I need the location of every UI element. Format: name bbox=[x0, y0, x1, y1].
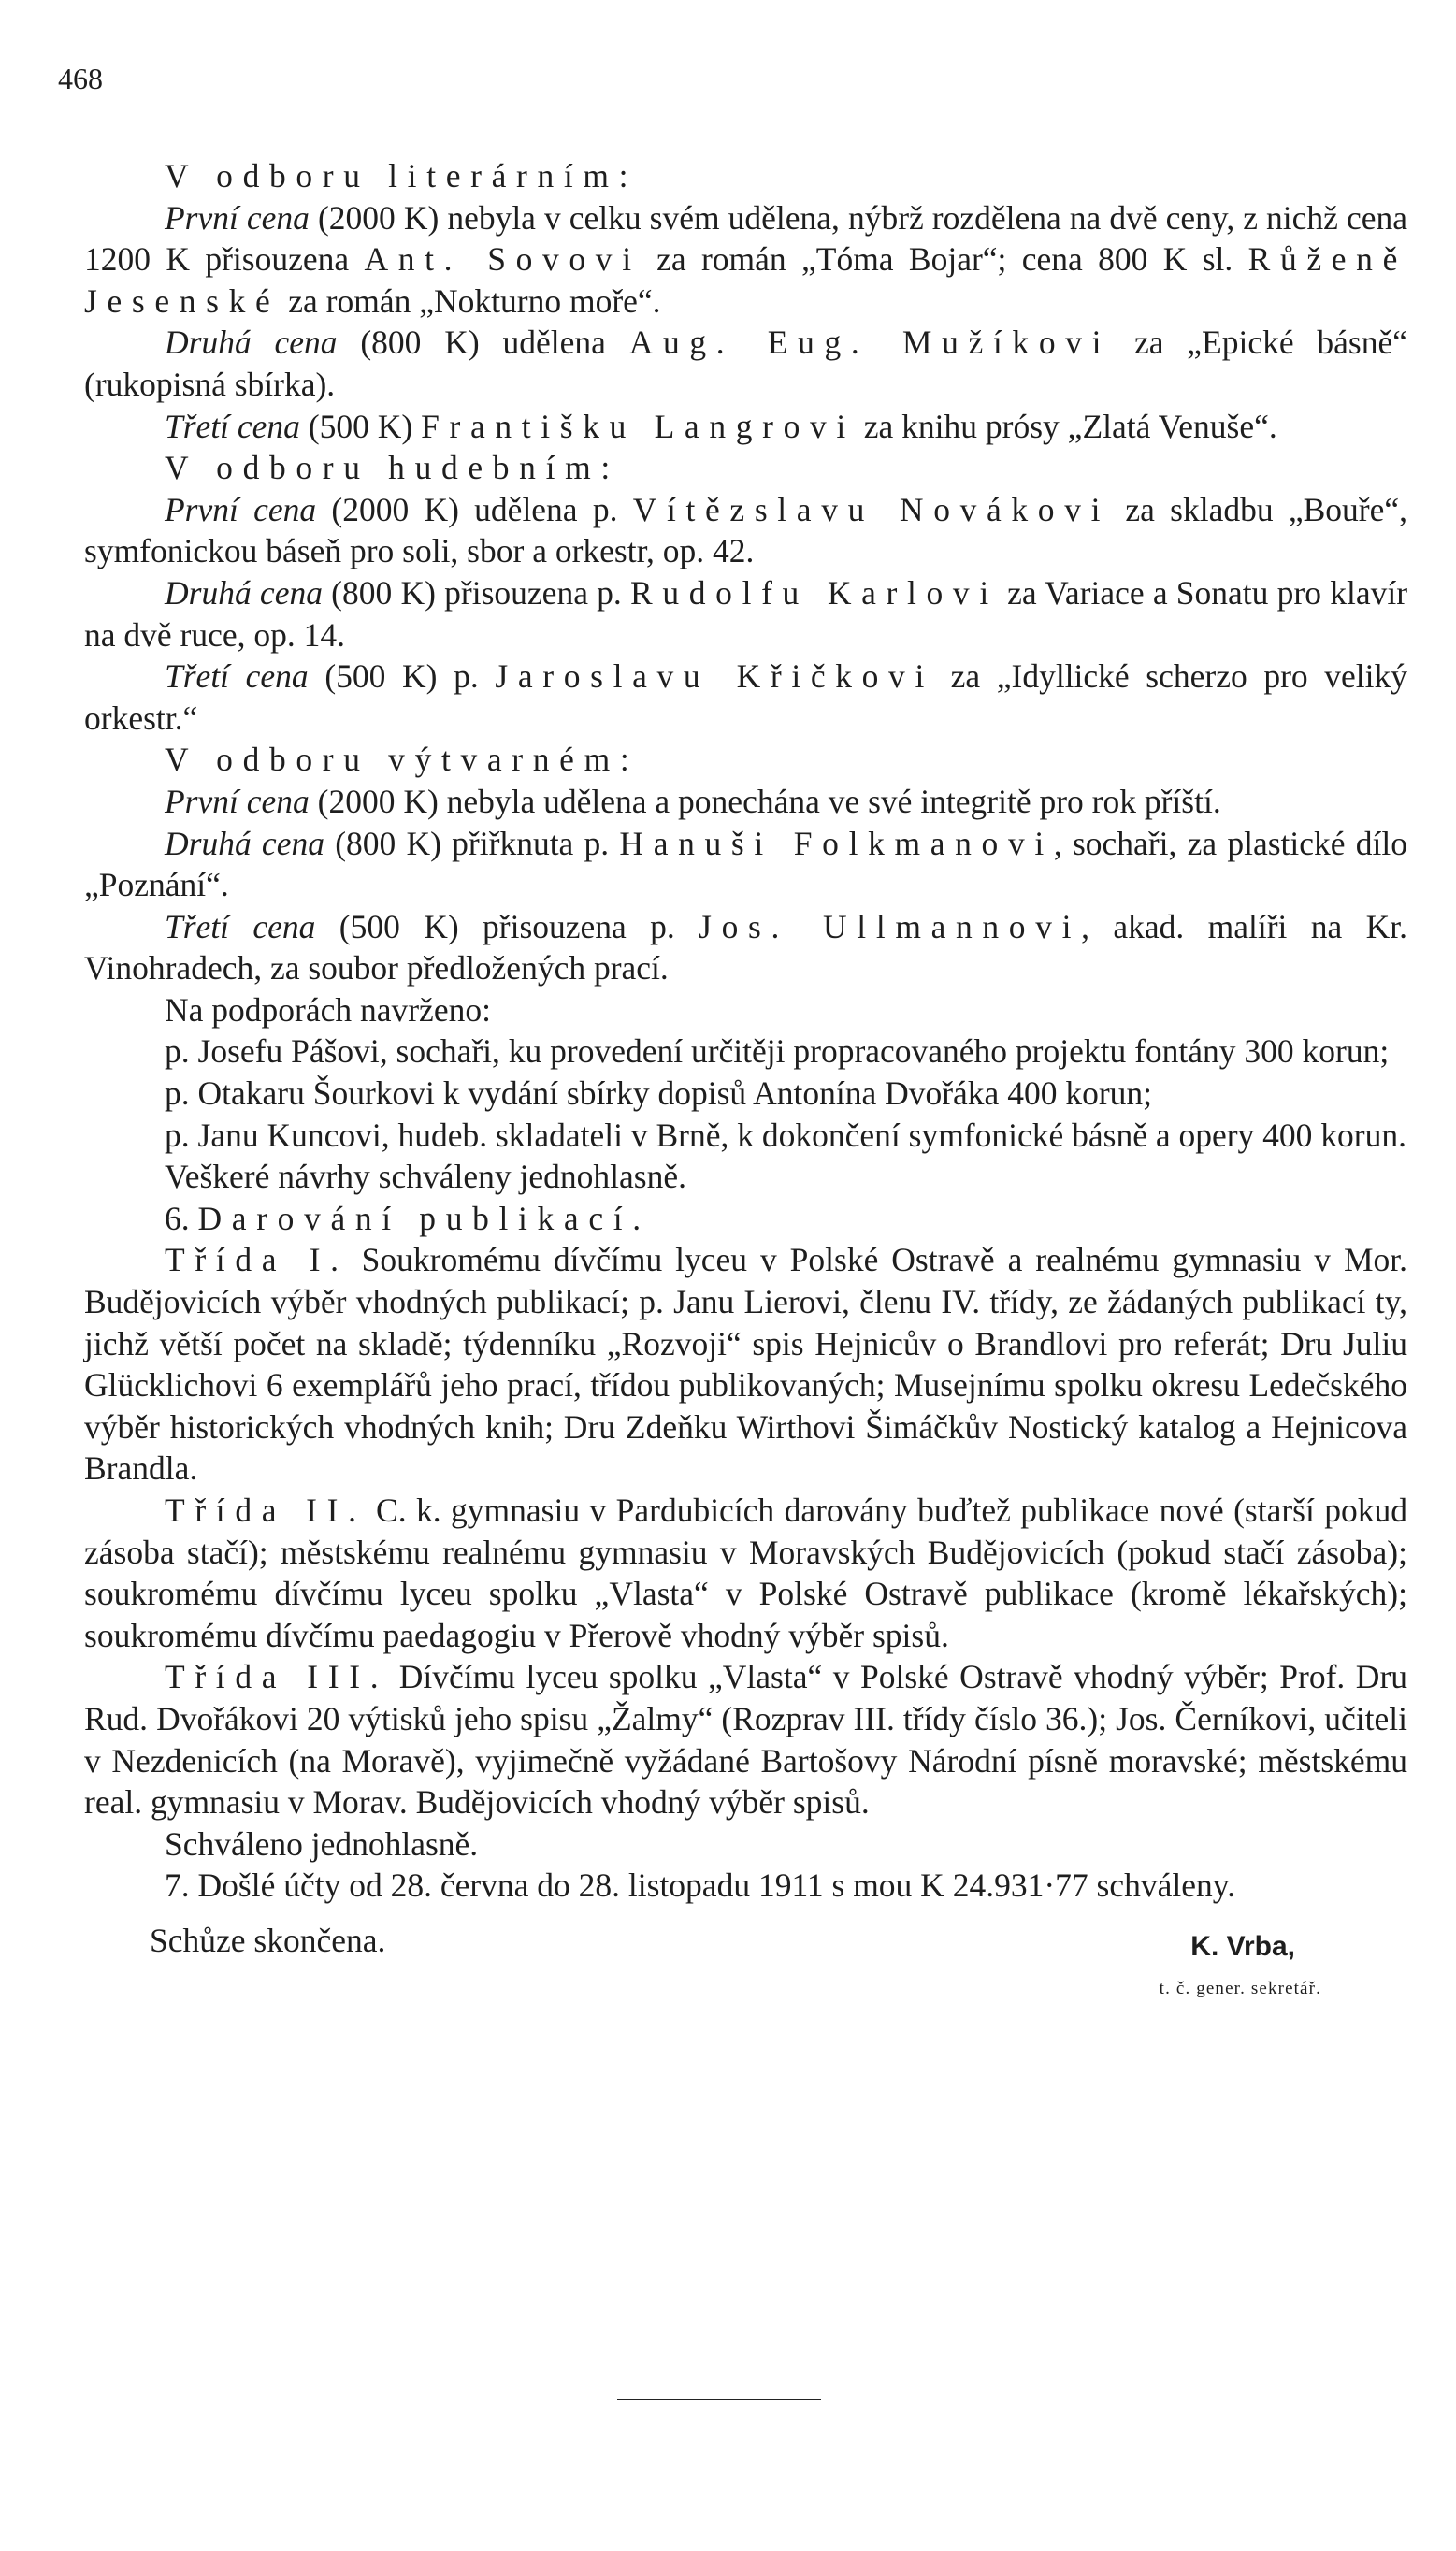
paragraph bbox=[84, 447, 1407, 489]
signature-name: K. Vrba, bbox=[1190, 1930, 1295, 1962]
text-run: za „Epické básně“ (rukopisná sbírka). bbox=[84, 324, 1408, 403]
text-run: p. Otakaru Šourkovi k vydání sbírky dopisů Antonína Dvořáka 400 korun; bbox=[165, 1074, 1153, 1113]
page-number: 468 bbox=[58, 62, 103, 95]
closing-rule bbox=[617, 2399, 821, 2400]
spaced-run: V odboru výtvarném: bbox=[165, 741, 640, 779]
text-run: za román „Nokturno moře“. bbox=[280, 281, 661, 320]
paragraph bbox=[84, 989, 1407, 1031]
spaced-run: Třída III. bbox=[165, 1658, 389, 1696]
spaced-run: Ant. Sovovi bbox=[364, 240, 642, 279]
spaced-run: V odboru literárním: bbox=[165, 157, 639, 195]
paragraph bbox=[84, 1198, 1407, 1240]
paragraph bbox=[84, 1865, 1407, 1907]
italic-run: Druhá cena bbox=[165, 573, 323, 612]
spaced-run: Hanuši Folkmanovi bbox=[619, 824, 1054, 862]
italic-run: Druhá cena bbox=[165, 324, 338, 362]
spaced-run: Darování publikací. bbox=[197, 1199, 651, 1237]
italic-run: Třetí cena bbox=[165, 907, 316, 945]
spaced-run: Vítězslavu Novákovi bbox=[632, 490, 1111, 528]
text-run: , akad. malíři na Kr. Vinohradech, za soubor předložených prací. bbox=[84, 907, 1407, 987]
spaced-run: V odboru hudebním: bbox=[165, 449, 620, 487]
closing-block bbox=[84, 1907, 1407, 2000]
text-run: (500 K) p. bbox=[308, 657, 496, 696]
document-body bbox=[84, 155, 1407, 2000]
paragraph bbox=[84, 1030, 1407, 1073]
paragraph-list bbox=[84, 155, 1407, 1907]
paragraph bbox=[84, 1656, 1407, 1823]
italic-run: Třetí cena bbox=[165, 407, 300, 445]
paragraph bbox=[84, 739, 1407, 781]
paragraph bbox=[84, 155, 1407, 197]
text-run: (800 K) přisouzena p. bbox=[322, 573, 631, 612]
italic-run: První cena bbox=[165, 198, 310, 237]
text-run: Na podporách navrženo: bbox=[165, 990, 491, 1029]
italic-run: První cena bbox=[165, 490, 317, 528]
paragraph bbox=[84, 489, 1407, 572]
text-run: (500 K) přisouzena p. bbox=[315, 907, 699, 945]
paragraph bbox=[84, 322, 1407, 405]
text-run: p. Josefu Pášovi, sochaři, ku provedení určitěji propracovaného projektu fontány 300 korun; bbox=[165, 1032, 1390, 1071]
text-run: za skladbu „Bouře“, symfonickou báseň pro soli, sbor a orkestr, op. 42. bbox=[84, 490, 1407, 570]
paragraph bbox=[84, 1823, 1407, 1866]
spaced-run: Rudolfu Karlovi bbox=[630, 573, 999, 612]
text-run: (800 K) přiřknuta p. bbox=[324, 824, 620, 862]
paragraph bbox=[84, 1156, 1407, 1198]
paragraph bbox=[84, 781, 1407, 823]
paragraph bbox=[84, 1490, 1407, 1656]
paragraph bbox=[84, 572, 1407, 656]
paragraph bbox=[84, 1115, 1407, 1157]
text-run: C. k. gymnasiu v Pardubicích darovány buďtež publikace nové (starší pokud zásoba stačí); městskému realnému gymnasiu v Moravských Budějovicích (pokud stačí zásoba); soukromému dívčímu lyceu spolku „Vlasta“ v Polské Ostravě publikace (kromě lékařských); soukromému dívčímu paedagogiu v Přerově vhodný výběr spisů. bbox=[84, 1492, 1407, 1654]
text-run: Schváleno jednohlasně. bbox=[165, 1824, 479, 1863]
text-run: za Variace a Sonatu pro klavír na dvě ruce, op. 14. bbox=[84, 573, 1408, 654]
meeting-closed-text: Schůze skončena. bbox=[150, 1921, 386, 1959]
spaced-run: Třída II. bbox=[165, 1492, 367, 1529]
text-run: Veškeré návrhy schváleny jednohlasně. bbox=[165, 1158, 686, 1196]
paragraph bbox=[84, 197, 1407, 323]
text-run: za knihu prósy „Zlatá Venuše“. bbox=[855, 407, 1277, 445]
text-run: 7. Došlé účty od 28. června do 28. listopadu 1911 s mou K 24.931·77 schváleny. bbox=[165, 1866, 1236, 1905]
signature-role: t. č. gener. sekretář. bbox=[1159, 1978, 1321, 1998]
spaced-run: Třída I. bbox=[165, 1241, 349, 1279]
text-run: Dívčímu lyceu spolku „Vlasta“ v Polské Ostravě vhodný výběr; Prof. Dru Rud. Dvořákovi 20 výtisků jeho spisu „Žalmy“ (Rozprav III. třídy číslo 36.); Jos. Černíkovi, učiteli v Nezdenicích (na Moravě), vyjimečně vyžádané Bartošovy Národní písně moravské; městskému real. gymnasiu v Morav. Budějovicích vhodný výběr spisů. bbox=[84, 1658, 1408, 1822]
spaced-run: Růženě Jesenské bbox=[84, 240, 1407, 320]
text-run: (500 K) bbox=[299, 407, 422, 445]
text-run: Soukromému dívčímu lyceu v Polské Ostravě a realnému gymnasiu v Mor. Budějovicích výběr vhodných publikací; p. Janu Lierovi, členu IV. třídy, ze žádaných publikací ty, jichž větší počet na skladě; týdenníku „Rozvoji“ spis Hejnicův o Brandlovi pro referát; Dru Juliu Glücklichovi 6 exemplářů jeho prací, třídou publikovaných; Musejnímu spolku okresu Ledečského výběr historických vhodných knih; Dru Zdeňku Wirthovi Šimáčkův Nostický katalog a Hejnicova Brandla. bbox=[84, 1241, 1407, 1488]
spaced-run: Jos. Ullmannovi bbox=[699, 907, 1082, 945]
text-run: (800 K) udělena bbox=[337, 324, 629, 362]
italic-run: Druhá cena bbox=[165, 824, 324, 862]
text-run: (2000 K) nebyla v celku svém udělena, nýbrž rozdělena na dvě ceny, z nichž cena 1200 K přisouzena bbox=[84, 198, 1407, 279]
paragraph bbox=[84, 656, 1407, 739]
italic-run: První cena bbox=[165, 782, 310, 820]
spaced-run: Jaroslavu Křičkovi bbox=[495, 657, 934, 696]
text-run: (2000 K) nebyla udělena a ponechána ve své integritě pro rok příští. bbox=[309, 782, 1221, 820]
paragraph bbox=[84, 906, 1407, 989]
text-run: za román „Tóma Bojar“; cena 800 K sl. bbox=[641, 240, 1248, 279]
paragraph bbox=[84, 1239, 1407, 1490]
text-run: p. Janu Kuncovi, hudeb. skladateli v Brně, k dokončení symfonické básně a opery 400 korun. bbox=[165, 1116, 1406, 1154]
spaced-run: Aug. Eug. Mužíkovi bbox=[628, 324, 1112, 362]
text-run: 6. bbox=[165, 1199, 198, 1237]
spaced-run: Františku Langrovi bbox=[421, 407, 856, 445]
text-run: (2000 K) udělena p. bbox=[316, 490, 633, 528]
italic-run: Třetí cena bbox=[165, 657, 309, 696]
text-run: , sochaři, za plastické dílo „Poznání“. bbox=[84, 824, 1407, 904]
paragraph bbox=[84, 823, 1407, 906]
paragraph bbox=[84, 1073, 1407, 1115]
text-run: za „Idyllické scherzo pro veliký orkestr.“ bbox=[84, 657, 1408, 737]
paragraph bbox=[84, 406, 1407, 448]
